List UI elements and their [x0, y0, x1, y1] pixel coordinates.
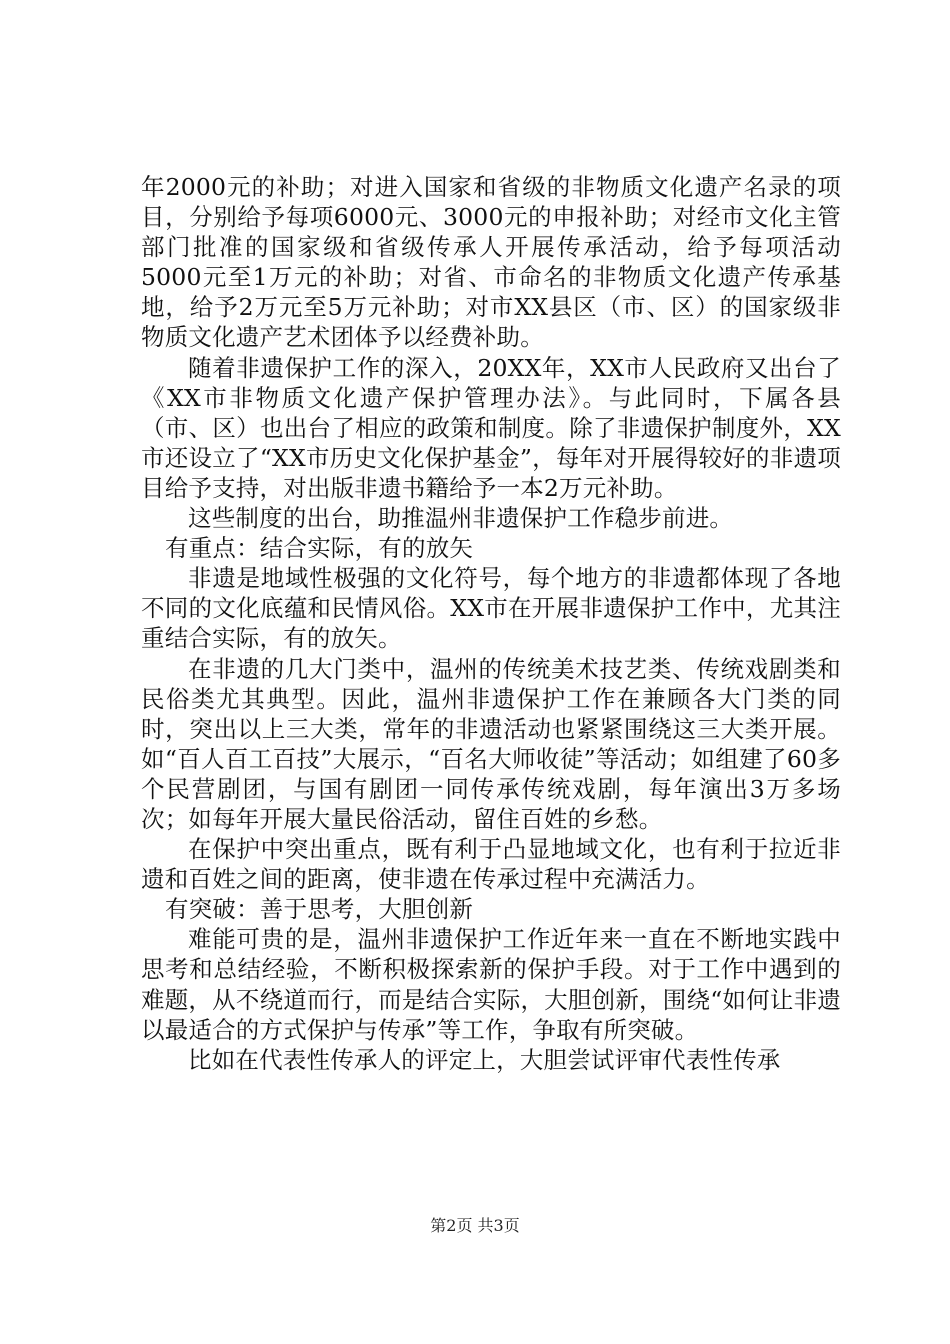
page-footer: 第2页 共3页 [430, 1216, 520, 1235]
paragraph-summary: 这些制度的出台，助推温州非遗保护工作稳步前进。 [188, 504, 734, 533]
paragraph-inheritor-evaluation: 比如在代表性传承人的评定上，大胆尝试评审代表性传承 [188, 1045, 781, 1074]
paragraph-continuation: 年2000元的补助；对进入国家和省级的非物质文化遗产名录的项目，分别给予每项6000元、3000元的申报补助；对经市文化主管部门批准的国家级和省级传承人开展传承活动，给予每项活动5000元至1万元的补助；对省、市命名的非物质文化遗产传承基地，给予2万元至5万元补助；对市XX县区（市、区）的国家级非物质文化遗产艺术团体予以经费补助。 [141, 173, 841, 352]
section-heading-breakthrough: 有突破：善于思考，大胆创新 [165, 895, 474, 924]
section-heading-focus: 有重点：结合实际，有的放矢 [165, 534, 474, 563]
paragraph-innovation: 难能可贵的是，温州非遗保护工作近年来一直在不断地实践中思考和总结经验，不断积极探索新的保护手段。对于工作中遇到的难题，从不绕道而行，而是结合实际，大胆创新，围绕“如何让非遗以最适合的方式保护与传承”等工作，争取有所突破。 [141, 925, 841, 1044]
paragraph-regulations: 随着非遗保护工作的深入，20XX年，XX市人民政府又出台了《XX市非物质文化遗产保护管理办法》。与此同时，下属各县（市、区）也出台了相应的政策和制度。除了非遗保护制度外，XX市还设立了“XX市历史文化保护基金”，每年对开展得较好的非遗项目给予支持，对出版非遗书籍给予一本2万元补助。 [141, 353, 841, 502]
paragraph-regional-culture: 非遗是地域性极强的文化符号，每个地方的非遗都体现了各地不同的文化底蕴和民情风俗。XX市在开展非遗保护工作中，尤其注重结合实际，有的放矢。 [141, 564, 841, 653]
paragraph-categories: 在非遗的几大门类中，温州的传统美术技艺类、传统戏剧类和民俗类尤其典型。因此，温州非遗保护工作在兼顾各大门类的同时，突出以上三大类，常年的非遗活动也紧紧围绕这三大类开展。如“百人百工百技”大展示，“百名大师收徒”等活动；如组建了60多个民营剧团，与国有剧团一同传承传统戏剧，每年演出3万多场次；如每年开展大量民俗活动，留住百姓的乡愁。 [141, 654, 841, 833]
paragraph-highlight: 在保护中突出重点，既有利于凸显地域文化，也有利于拉近非遗和百姓之间的距离，使非遗在传承过程中充满活力。 [141, 835, 841, 894]
document-body [141, 172, 841, 1075]
